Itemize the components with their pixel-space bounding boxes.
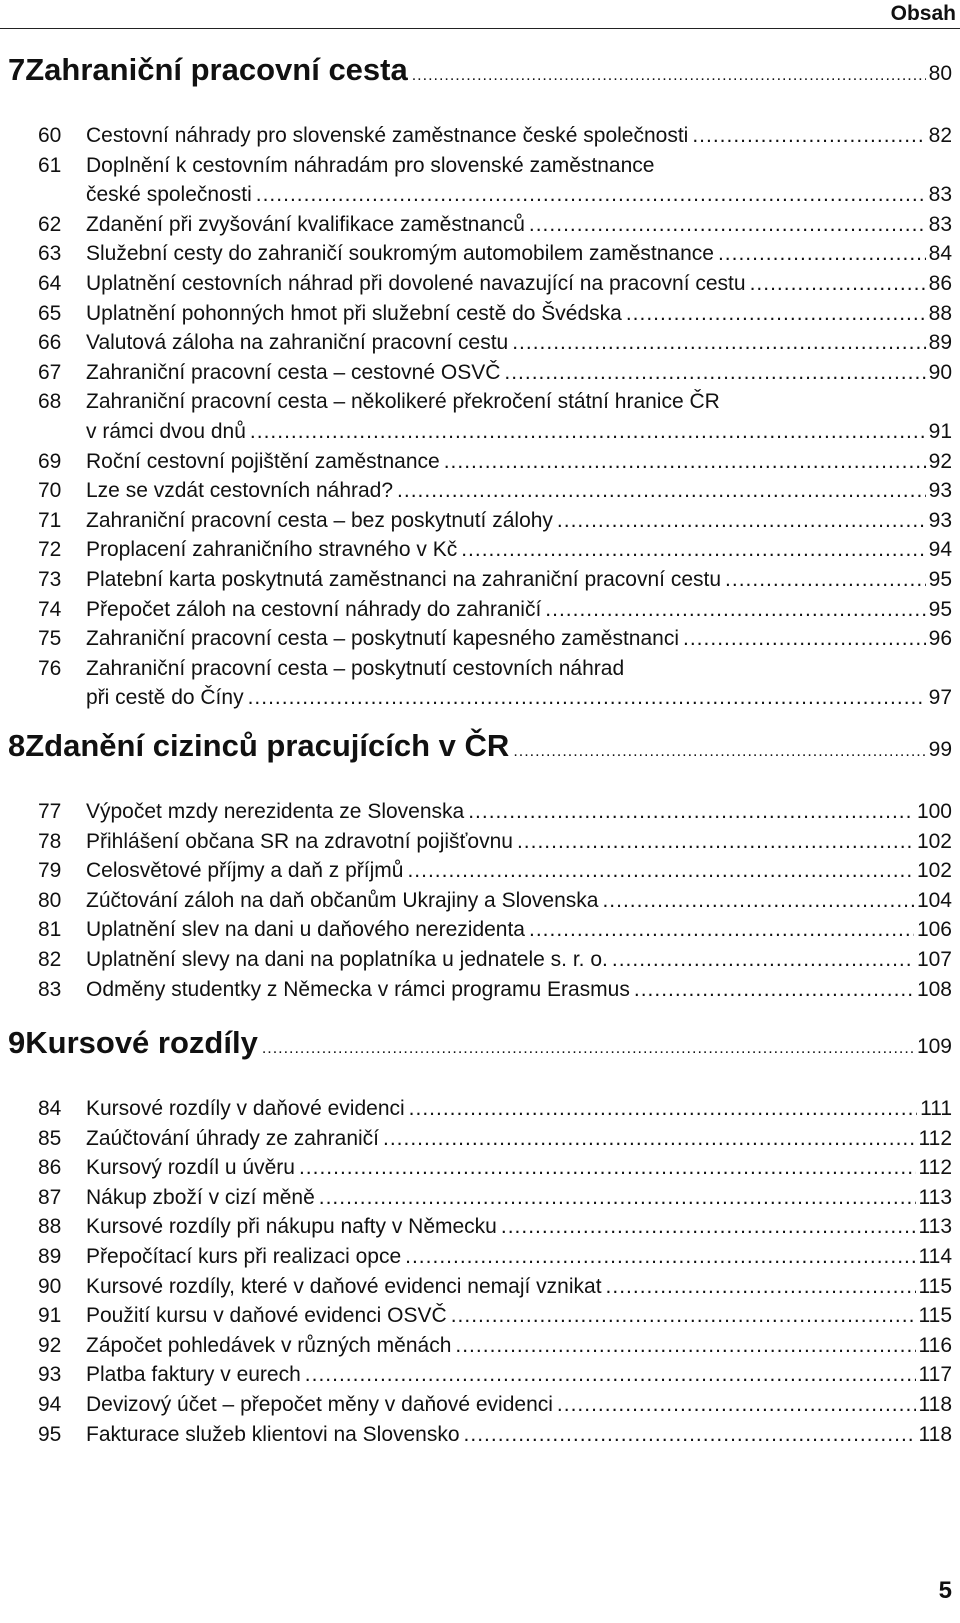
- entry-page-number: 88: [928, 301, 952, 325]
- entry-page-number: 111: [920, 1097, 952, 1120]
- toc-entry[interactable]: [86, 121, 952, 151]
- toc-entry[interactable]: [86, 1301, 952, 1331]
- entry-title: Doplnění k cestovním náhradám pro slovenské zaměstnance: [86, 153, 655, 177]
- dot-leader: [405, 1242, 915, 1272]
- entry-page-number: 93: [928, 508, 952, 532]
- toc-entry[interactable]: [86, 1153, 952, 1183]
- entry-page-number: 93: [928, 479, 952, 503]
- entry-title: Přepočítací kurs při realizaci opce: [86, 1245, 402, 1268]
- toc-entry[interactable]: [86, 151, 952, 181]
- dot-leader: [455, 1331, 915, 1361]
- dot-leader: [557, 1390, 916, 1420]
- toc-entry[interactable]: [86, 476, 952, 506]
- toc-entry[interactable]: [86, 945, 952, 975]
- entry-number: 85: [38, 1126, 62, 1150]
- entry-number: 68: [38, 390, 62, 414]
- entry-number: 87: [38, 1185, 62, 1209]
- entry-page-number: 94: [928, 538, 952, 562]
- entry-page-number: 96: [928, 627, 952, 651]
- entry-page-number: 92: [928, 449, 952, 473]
- entry-page-number: 83: [928, 183, 952, 207]
- dot-leader: [468, 797, 914, 827]
- entry-number: 78: [38, 829, 62, 853]
- chapter-title: Zahraniční pracovní cesta: [25, 52, 408, 87]
- toc-entry[interactable]: [86, 797, 952, 827]
- dot-leader: [725, 565, 926, 595]
- dot-leader: [256, 180, 926, 210]
- toc-entry[interactable]: [86, 358, 952, 388]
- entry-number: 92: [38, 1333, 62, 1357]
- entry-title: Zahraniční pracovní cesta – poskytnutí cestovních náhrad: [86, 656, 625, 680]
- entry-number: 86: [38, 1156, 62, 1180]
- entry-title: Platba faktury v eurech: [86, 1363, 301, 1387]
- dot-leader: [250, 417, 926, 447]
- dot-leader: [557, 506, 926, 536]
- entry-page-number: 112: [918, 1126, 952, 1150]
- entry-title: Uplatnění pohonných hmot při služební cestě do Švédska: [86, 301, 622, 325]
- entry-title: Zahraniční pracovní cesta – bez poskytnutí zálohy: [86, 508, 553, 532]
- entry-page-number: 113: [918, 1215, 952, 1239]
- dot-leader: [461, 535, 925, 565]
- entry-number: 73: [38, 568, 62, 591]
- toc-entry[interactable]: [86, 1360, 952, 1390]
- entry-number: 91: [38, 1304, 62, 1328]
- dot-leader: [397, 476, 926, 506]
- header-label: Obsah: [890, 2, 956, 25]
- entry-title: Přihlášení občana SR na zdravotní pojišťovnu: [86, 829, 513, 853]
- entry-title: Zahraniční pracovní cesta – poskytnutí kapesného zaměstnanci: [86, 627, 680, 651]
- dot-leader: [299, 1153, 916, 1183]
- entry-number: 60: [38, 124, 62, 147]
- entry-title: Odměny studentky z Německa v rámci programu Erasmus: [86, 977, 630, 1001]
- dot-leader: [513, 743, 925, 761]
- dot-leader: [407, 856, 913, 886]
- entry-title: Lze se vzdát cestovních náhrad?: [86, 479, 394, 503]
- toc-entry[interactable]: [86, 239, 952, 269]
- toc-entry[interactable]: [86, 447, 952, 477]
- toc-entry[interactable]: [86, 856, 952, 886]
- dot-leader: [683, 624, 926, 654]
- entry-title: Zaúčtování úhrady ze zahraničí: [86, 1126, 379, 1150]
- entry-number: 74: [38, 597, 62, 621]
- entry-number: 72: [38, 538, 62, 562]
- footer-page-number: 5: [938, 1577, 952, 1604]
- dot-leader: [444, 447, 926, 477]
- toc-entry[interactable]: [86, 683, 952, 713]
- dot-leader: [451, 1301, 916, 1331]
- entry-page-number: 95: [928, 597, 952, 621]
- entry-title: Kursové rozdíly při nákupu nafty v Německu: [86, 1215, 497, 1239]
- entry-page-number: 84: [928, 242, 952, 266]
- entry-number: 77: [38, 800, 62, 823]
- dot-leader: [612, 945, 914, 975]
- entry-title: české společnosti: [86, 183, 252, 207]
- dot-leader: [319, 1183, 916, 1213]
- entry-number: 79: [38, 859, 62, 883]
- chapter-heading[interactable]: [8, 52, 952, 96]
- toc-entry[interactable]: [86, 506, 952, 536]
- toc-entry[interactable]: [86, 654, 952, 684]
- entry-page-number: 112: [918, 1156, 952, 1180]
- entry-number: 65: [38, 301, 62, 325]
- entry-page-number: 86: [928, 272, 952, 295]
- entry-number: 83: [38, 977, 62, 1001]
- entry-page-number: 118: [918, 1393, 952, 1416]
- toc-entry[interactable]: [86, 827, 952, 857]
- toc-entry[interactable]: [86, 1183, 952, 1213]
- toc-entry[interactable]: [86, 1094, 952, 1124]
- entry-number: 69: [38, 449, 62, 473]
- entry-number: 71: [38, 508, 62, 532]
- dot-leader: [517, 827, 914, 857]
- dot-leader: [383, 1124, 916, 1154]
- chapter-title: Kursové rozdíly: [25, 1025, 258, 1060]
- entry-title: Celosvětové příjmy a daň z příjmů: [86, 859, 404, 883]
- toc-entry[interactable]: [86, 1420, 952, 1450]
- dot-leader: [262, 1040, 914, 1058]
- entry-title: Roční cestovní pojištění zaměstnance: [86, 449, 440, 473]
- entry-number: 75: [38, 627, 62, 651]
- entry-page-number: 91: [928, 420, 952, 443]
- entry-title: Uplatnění slevy na dani na poplatníka u jednatele s. r. o.: [86, 948, 608, 971]
- entry-title: v rámci dvou dnů: [86, 420, 246, 443]
- entry-title: Služební cesty do zahraničí soukromým automobilem zaměstnance: [86, 242, 714, 266]
- entry-page-number: 100: [916, 800, 952, 823]
- toc-entry[interactable]: [86, 886, 952, 916]
- entry-title: Devizový účet – přepočet měny v daňové evidenci: [86, 1393, 553, 1416]
- chapter-page-number: 80: [928, 62, 952, 85]
- entry-page-number: 97: [928, 686, 952, 710]
- entry-title: Přepočet záloh na cestovní náhrady do zahraničí: [86, 597, 542, 621]
- entry-page-number: 102: [916, 859, 952, 883]
- dot-leader: [248, 683, 926, 713]
- toc-entry[interactable]: [86, 565, 952, 595]
- entry-number: 76: [38, 656, 62, 680]
- entry-page-number: 83: [928, 212, 952, 236]
- chapter-title: Zdanění cizinců pracujících v ČR: [25, 728, 510, 763]
- entry-title: Zúčtování záloh na daň občanům Ukrajiny a Slovenska: [86, 888, 599, 912]
- dot-leader: [692, 121, 925, 151]
- entry-title: Kursové rozdíly, které v daňové evidenci nemají vznikat: [86, 1274, 602, 1298]
- entry-number: 82: [38, 948, 62, 971]
- entry-title: Fakturace služeb klientovi na Slovensko: [86, 1422, 460, 1446]
- entry-page-number: 107: [916, 948, 952, 971]
- entry-number: 61: [38, 153, 62, 177]
- dot-leader: [626, 299, 926, 329]
- toc-entry[interactable]: [86, 417, 952, 447]
- chapter-page-number: 99: [928, 738, 952, 761]
- entry-page-number: 113: [918, 1185, 952, 1209]
- entry-title: Zdanění při zvyšování kvalifikace zaměstnanců: [86, 212, 525, 236]
- page-header: [0, 0, 960, 29]
- entry-number: 89: [38, 1245, 62, 1268]
- chapter-number: 7: [8, 52, 26, 87]
- toc-entry[interactable]: [86, 387, 952, 417]
- entry-number: 63: [38, 242, 62, 266]
- toc-entry[interactable]: [86, 299, 952, 329]
- entry-page-number: 118: [918, 1422, 952, 1446]
- dot-leader: [602, 886, 913, 916]
- toc-entry[interactable]: [86, 915, 952, 945]
- toc-entry[interactable]: [86, 1212, 952, 1242]
- entry-page-number: 102: [916, 829, 952, 853]
- entry-page-number: 106: [916, 918, 952, 942]
- toc-entry[interactable]: [86, 269, 952, 299]
- toc-entry[interactable]: [86, 1242, 952, 1272]
- entry-page-number: 114: [918, 1245, 952, 1268]
- toc-entry[interactable]: [86, 595, 952, 625]
- dot-leader: [529, 915, 914, 945]
- entry-title: Proplacení zahraničního stravného v Kč: [86, 538, 458, 562]
- chapter-page-number: 109: [916, 1035, 952, 1058]
- dot-leader: [634, 975, 914, 1005]
- dot-leader: [718, 239, 926, 269]
- toc-entry[interactable]: [86, 1272, 952, 1302]
- entry-page-number: 116: [918, 1333, 952, 1357]
- dot-leader: [529, 210, 926, 240]
- toc-entry[interactable]: [86, 1331, 952, 1361]
- toc-entry[interactable]: [86, 180, 952, 210]
- toc-entry[interactable]: [86, 624, 952, 654]
- entry-title: Uplatnění slev na dani u daňového nerezidenta: [86, 918, 525, 942]
- dot-leader: [606, 1272, 916, 1302]
- entry-number: 95: [38, 1422, 62, 1446]
- dot-leader: [412, 67, 926, 85]
- dot-leader: [504, 358, 925, 388]
- toc-entry[interactable]: [86, 210, 952, 240]
- entry-page-number: 115: [918, 1304, 952, 1328]
- entry-title: Uplatnění cestovních náhrad při dovolené navazující na pracovní cestu: [86, 272, 746, 295]
- entry-number: 70: [38, 479, 62, 503]
- chapter-heading[interactable]: [8, 728, 952, 772]
- entry-number: 90: [38, 1274, 62, 1298]
- entry-title: Zahraniční pracovní cesta – několikeré překročení státní hranice ČR: [86, 390, 720, 414]
- entry-title: Valutová záloha na zahraniční pracovní cestu: [86, 331, 509, 355]
- dot-leader: [305, 1360, 916, 1390]
- entry-title: při cestě do Číny: [86, 686, 244, 710]
- entry-title: Kursové rozdíly v daňové evidenci: [86, 1097, 405, 1120]
- entry-number: 88: [38, 1215, 62, 1239]
- chapter-number: 8: [8, 728, 26, 763]
- entry-title: Kursový rozdíl u úvěru: [86, 1156, 295, 1180]
- entry-page-number: 90: [928, 360, 952, 384]
- dot-leader: [501, 1212, 916, 1242]
- entry-title: Zápočet pohledávek v různých měnách: [86, 1333, 452, 1357]
- entry-page-number: 115: [918, 1274, 952, 1298]
- entry-page-number: 82: [928, 124, 952, 147]
- chapter-heading[interactable]: [8, 1025, 952, 1069]
- toc-entry[interactable]: [86, 535, 952, 565]
- entry-page-number: 95: [928, 568, 952, 591]
- entry-title: Zahraniční pracovní cesta – cestovné OSVČ: [86, 360, 501, 384]
- toc-entry[interactable]: [86, 1124, 952, 1154]
- entry-title: Platební karta poskytnutá zaměstnanci na zahraniční pracovní cestu: [86, 568, 722, 591]
- dot-leader: [512, 328, 925, 358]
- entry-number: 66: [38, 331, 62, 355]
- entry-number: 94: [38, 1393, 62, 1416]
- chapter-number: 9: [8, 1025, 26, 1060]
- dot-leader: [409, 1094, 917, 1124]
- dot-leader: [545, 595, 925, 625]
- entry-title: Nákup zboží v cizí měně: [86, 1185, 315, 1209]
- entry-number: 93: [38, 1363, 62, 1387]
- toc-entry[interactable]: [86, 975, 952, 1005]
- entry-number: 80: [38, 888, 62, 912]
- entry-title: Cestovní náhrady pro slovenské zaměstnance české společnosti: [86, 124, 689, 147]
- entry-page-number: 117: [918, 1363, 952, 1387]
- dot-leader: [464, 1420, 916, 1450]
- entry-page-number: 89: [928, 331, 952, 355]
- entry-page-number: 108: [916, 977, 952, 1001]
- entry-title: Výpočet mzdy nerezidenta ze Slovenska: [86, 800, 465, 823]
- entry-title: Použití kursu v daňové evidenci OSVČ: [86, 1304, 447, 1328]
- toc-entry[interactable]: [86, 1390, 952, 1420]
- entry-number: 67: [38, 360, 62, 384]
- entry-number: 62: [38, 212, 62, 236]
- entry-number: 84: [38, 1097, 62, 1120]
- toc-entry[interactable]: [86, 328, 952, 358]
- entry-page-number: 104: [916, 888, 952, 912]
- entry-number: 64: [38, 272, 62, 295]
- dot-leader: [750, 269, 926, 299]
- entry-number: 81: [38, 918, 62, 942]
